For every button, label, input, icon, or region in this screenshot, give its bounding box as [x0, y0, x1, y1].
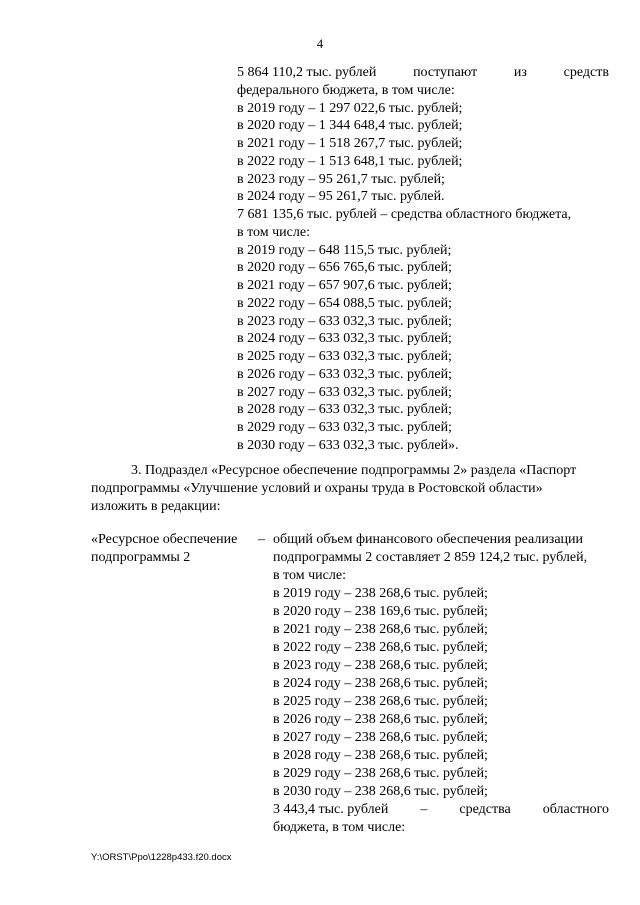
page-number: 4 [316, 37, 324, 51]
regional-year-2020: в 2020 году – 656 765,6 тыс. рублей; [237, 260, 452, 276]
table-label-line-2: подпрограммы 2 [91, 550, 191, 565]
table-year-2026: в 2026 году – 238 268,6 тыс. рублей; [273, 712, 488, 727]
paragraph-line-3: изложить в редакции: [91, 499, 221, 514]
table-label-line-1: «Ресурсное обеспечение [91, 532, 238, 547]
table-year-2030: в 2030 году – 238 268,6 тыс. рублей; [273, 784, 488, 799]
paragraph-line-2: подпрограммы «Улучшение условий и охраны труда в Ростовской области» [91, 481, 543, 496]
table-regional-word-2: областного [542, 802, 609, 817]
table-regional-line [273, 801, 609, 819]
federal-year-2019: в 2019 году – 1 297 022,6 тыс. рублей; [237, 100, 463, 116]
table-regional-amount: 3 443,4 тыс. рублей [273, 802, 389, 817]
regional-year-2021: в 2021 году – 657 907,6 тыс. рублей; [237, 278, 452, 293]
file-path-footer: Y:\ORST\Ppo\1228p433.f20.docx [91, 852, 232, 863]
table-year-2022: в 2022 году – 238 268,6 тыс. рублей; [273, 640, 488, 655]
regional-year-2030: в 2030 году – 633 032,3 тыс. рублей». [237, 437, 459, 453]
table-year-2027: в 2027 году – 238 268,6 тыс. рублей; [273, 730, 488, 745]
table-value-line: общий объем финансового обеспечения реализации [273, 532, 584, 547]
table-label-column [91, 531, 251, 567]
table-regional-dash: – [420, 802, 428, 817]
regional-total-line: 7 681 135,6 тыс. рублей – средства областного бюджета, [237, 207, 572, 222]
federal-total-word-1: поступают [413, 65, 478, 80]
regional-year-2026: в 2026 году – 633 032,3 тыс. рублей; [237, 366, 452, 382]
regional-year-2019: в 2019 году – 648 115,5 тыс. рублей; [237, 242, 452, 258]
table-year-2023: в 2023 году – 238 268,6 тыс. рублей; [273, 658, 488, 673]
regional-year-2029: в 2029 году – 633 032,3 тыс. рублей; [237, 420, 452, 435]
table-year-2019: в 2019 году – 238 268,6 тыс. рублей; [273, 586, 488, 601]
federal-year-2023: в 2023 году – 95 261,7 тыс. рублей; [237, 171, 445, 187]
federal-year-2024: в 2024 году – 95 261,7 тыс. рублей. [237, 189, 445, 205]
federal-total-word-3: средств [563, 65, 609, 80]
federal-funding-block [237, 64, 609, 455]
table-value-line: в том числе: [273, 568, 346, 583]
regional-year-2028: в 2028 году – 633 032,3 тыс. рублей; [237, 402, 452, 418]
table-year-2020: в 2020 году – 238 169,6 тыс. рублей; [273, 604, 488, 619]
table-year-2028: в 2028 году – 238 268,6 тыс. рублей; [273, 748, 488, 763]
table-dash: – [258, 532, 265, 547]
table-year-2021: в 2021 году – 238 268,6 тыс. рублей; [273, 622, 488, 637]
federal-year-2021: в 2021 году – 1 518 267,7 тыс. рублей; [237, 136, 463, 151]
regional-year-2027: в 2027 году – 633 032,3 тыс. рублей; [237, 384, 452, 400]
table-regional-word-1: средства [459, 802, 511, 817]
regional-line: в том числе: [237, 224, 310, 240]
regional-year-2024: в 2024 году – 633 032,3 тыс. рублей; [237, 331, 452, 347]
instruction-paragraph [91, 462, 609, 516]
paragraph-line-1: 3. Подраздел «Ресурсное обеспечение подпрограммы 2» раздела «Паспорт [131, 463, 577, 478]
table-value-line: подпрограммы 2 составляет 2 859 124,2 тыс. рублей, [273, 550, 588, 565]
table-value-column [273, 531, 609, 837]
regional-year-2025: в 2025 году – 633 032,3 тыс. рублей; [237, 349, 452, 364]
federal-year-2020: в 2020 году – 1 344 648,4 тыс. рублей; [237, 118, 463, 134]
table-year-2024: в 2024 году – 238 268,6 тыс. рублей; [273, 676, 488, 691]
federal-total-word-2: из [513, 65, 527, 80]
federal-total-line [237, 64, 609, 82]
regional-year-2022: в 2022 году – 654 088,5 тыс. рублей; [237, 295, 452, 311]
table-year-2029: в 2029 году – 238 268,6 тыс. рублей; [273, 766, 488, 781]
federal-line: федерального бюджета, в том числе: [237, 82, 455, 98]
federal-year-2022: в 2022 году – 1 513 648,1 тыс. рублей; [237, 153, 463, 169]
table-year-2025: в 2025 году – 238 268,6 тыс. рублей; [273, 694, 488, 709]
federal-total-amount: 5 864 110,2 тыс. рублей [237, 65, 377, 80]
regional-year-2023: в 2023 году – 633 032,3 тыс. рублей; [237, 313, 452, 329]
table-last-line: бюджета, в том числе: [273, 820, 406, 835]
